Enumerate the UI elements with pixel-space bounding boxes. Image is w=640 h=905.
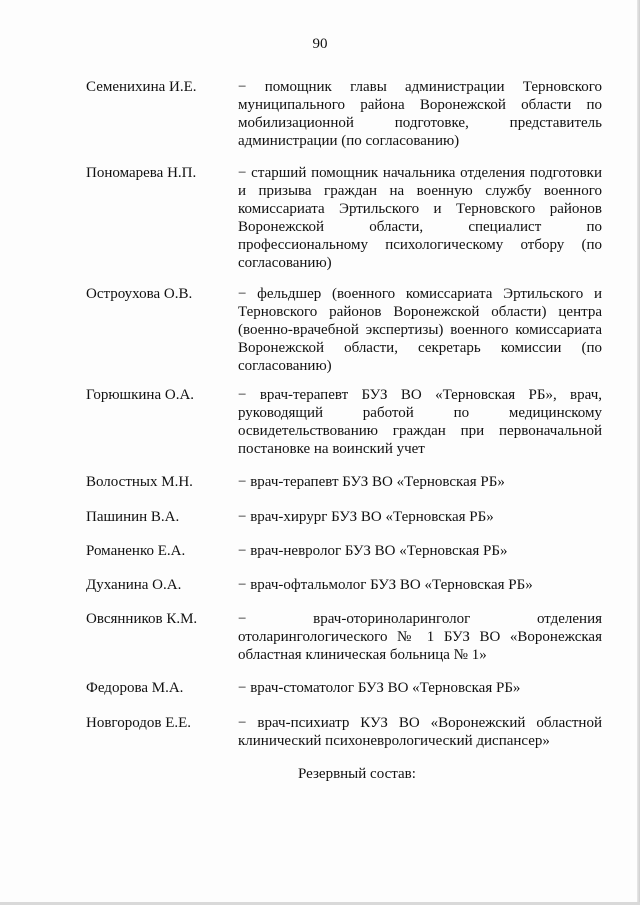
member-name: Романенко Е.А. — [86, 543, 186, 559]
member-role: − врач-невролог БУЗ ВО «Терновская РБ» — [238, 543, 508, 559]
member-name: Волостных М.Н. — [86, 474, 193, 490]
member-name: Духанина О.А. — [86, 577, 182, 593]
member-role: − врач-хирург БУЗ ВО «Терновская РБ» — [238, 509, 494, 525]
member-role: − врач-терапевт БУЗ ВО «Терновская РБ», врач, руководящий работой по медицинскому освидетельствованию граждан при первоначальной постановке на воинский учет — [238, 387, 602, 457]
member-name: Новгородов Е.Е. — [86, 715, 192, 731]
member-name: Горюшкина О.А. — [86, 387, 195, 403]
member-role: − врач-стоматолог БУЗ ВО «Терновская РБ» — [238, 680, 521, 696]
member-name: Пашинин В.А. — [86, 509, 180, 525]
member-role: − врач-оториноларинголог отделения отоларингологического № 1 БУЗ ВО «Воронежская областная клиническая больница № 1» — [238, 611, 602, 663]
member-role: − врач-терапевт БУЗ ВО «Терновская РБ» — [238, 474, 505, 490]
member-name: Овсянников К.М. — [86, 611, 198, 627]
page-number: 90 — [312, 36, 328, 52]
member-role: − врач-психиатр КУЗ ВО «Воронежский областной клинический психоневрологический диспансер» — [238, 715, 602, 749]
member-name: Остроухова О.В. — [86, 286, 193, 302]
member-name: Федорова М.А. — [86, 680, 184, 696]
member-role: − помощник главы администрации Терновского муниципального района Воронежской области по мобилизационной подготовке, представитель администрации (по согласованию) — [238, 79, 602, 149]
member-name: Пономарева Н.П. — [86, 165, 197, 181]
member-role: − старший помощник начальника отделения подготовки и призыва граждан на военную службу военного комиссариата Эртильского и Терновского районов Воронежской области, специалист по профессиональному психологическому отбору (по согласованию) — [238, 165, 602, 271]
member-role: − фельдшер (военного комиссариата Эртильского и Терновского районов Воронежской области) центра (военно-врачебной экспертизы) военного комиссариата Воронежской области, секретарь комиссии (по согласованию) — [238, 286, 602, 374]
member-role: − врач-офтальмолог БУЗ ВО «Терновская РБ» — [238, 577, 533, 593]
reserve-heading: Резервный состав: — [298, 766, 416, 782]
member-name: Семенихина И.Е. — [86, 79, 197, 95]
